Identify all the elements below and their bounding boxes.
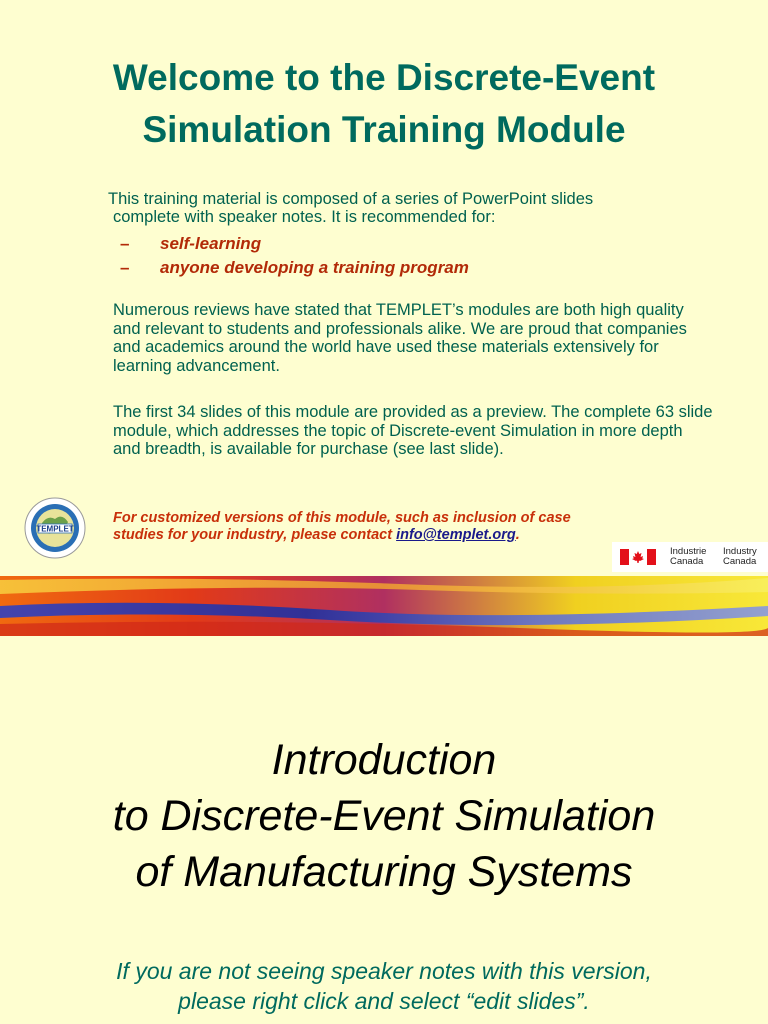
subtitle-line-2: to Discrete-Event Simulation [112, 792, 656, 840]
industry-canada-text [723, 547, 757, 567]
en-line-1: Industry [723, 546, 757, 557]
intro-text [108, 190, 708, 226]
presentation-subtitle [0, 732, 768, 900]
title-line-2: Simulation Training Module [142, 109, 626, 150]
preview-paragraph: The first 34 slides of this module are provided as a preview. The complete 63 slide module, which addresses the topic of Discrete-event Simulation in more depth and breadth, is available for purchase (see last slide). [113, 403, 713, 458]
intro-line-1: This training material is composed of a series of PowerPoint slides [108, 190, 594, 208]
note-line-2: please right click and select “edit slides”. [178, 988, 590, 1014]
canada-flag-icon [620, 549, 656, 565]
contact-end: . [515, 527, 520, 543]
logo-text: TEMPLET [36, 524, 74, 534]
decorative-color-band [0, 576, 768, 636]
contact-note [113, 510, 613, 544]
en-line-2: Canada [723, 556, 757, 567]
subtitle-line-1: Introduction [271, 736, 497, 784]
fr-line-2: Canada [670, 556, 704, 567]
bullet-text: anyone developing a training program [160, 258, 469, 277]
dash-bullet: – [120, 234, 130, 253]
bullet-text: self-learning [160, 234, 262, 253]
list-item [120, 232, 469, 256]
industrie-canada-text [670, 547, 706, 567]
list-item [120, 256, 469, 280]
templet-logo [24, 497, 86, 559]
speaker-notes-hint [0, 956, 768, 1016]
page-title [0, 52, 768, 156]
recommendation-list [120, 232, 469, 280]
contact-text: For customized versions of this module, such as inclusion of case studies for your industry, please contact [113, 510, 571, 543]
note-line-1: If you are not seeing speaker notes with this version, [116, 958, 652, 984]
industry-canada-logo [612, 542, 768, 572]
dash-bullet: – [120, 258, 130, 277]
intro-line-2: complete with speaker notes. It is recommended for: [113, 208, 496, 226]
email-link[interactable]: info@templet.org [396, 527, 516, 543]
subtitle-line-3: of Manufacturing Systems [135, 848, 633, 896]
title-line-1: Welcome to the Discrete-Event [112, 57, 656, 98]
reviews-paragraph: Numerous reviews have stated that TEMPLET’s modules are both high quality and relevant to students and professionals alike. We are proud that companies and academics around the world have used these materials extensively for learning advancement. [113, 301, 687, 375]
fr-line-1: Industrie [670, 546, 707, 557]
